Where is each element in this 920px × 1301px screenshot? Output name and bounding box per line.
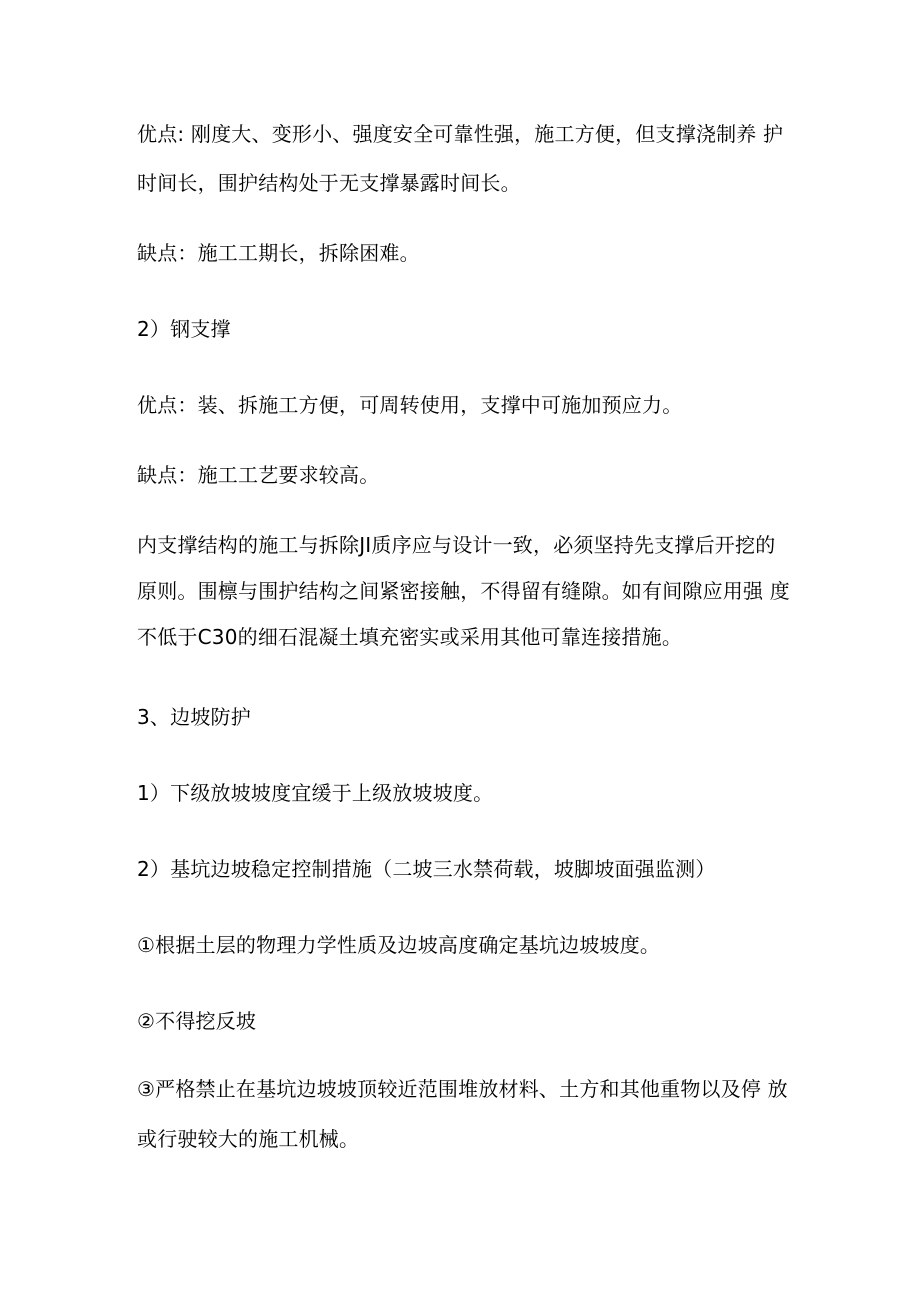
text-line: 2）基坑边坡稳定控制措施（二坡三水禁荷载，坡脚坡面强监测） bbox=[137, 857, 716, 881]
text-line: ③严格禁止在基坑边坡坡顶较近范围堆放材料、土方和其他重物以及停 放 bbox=[137, 1077, 788, 1101]
text-line: 缺点：施工工艺要求较高。 bbox=[137, 463, 380, 487]
text-line: 时间长，围护结构处于无支撑暴露时间长。 bbox=[137, 171, 521, 195]
text-line: 不低于C30的细石混凝土填充密实或采用其他可靠连接措施。 bbox=[137, 625, 683, 649]
text-line: 缺点：施工工期长，拆除困难。 bbox=[137, 241, 420, 265]
text-line: 原则。围檩与围护结构之间紧密接触，不得留有缝隙。如有间隙应用强 度 bbox=[137, 579, 790, 603]
text-line: ②不得挖反坡 bbox=[137, 1009, 257, 1033]
text-line: 内支撑结构的施工与拆除JI质序应与设计一致，必须坚持先支撑后开挖的 bbox=[137, 533, 776, 557]
text-line: 优点：装、拆施工方便，可周转使用，支撑中可施加预应力。 bbox=[137, 393, 683, 417]
section-heading: 2）钢支撑 bbox=[137, 317, 231, 341]
text-line: 或行驶较大的施工机械。 bbox=[137, 1127, 360, 1151]
text-line: ①根据土层的物理力学性质及边坡高度确定基坑边坡坡度。 bbox=[137, 933, 661, 957]
text-line: 优点: 刚度大、变形小、强度安全可靠性强，施工方便，但支撑浇制养 护 bbox=[137, 122, 784, 146]
text-line: 1）下级放坡坡度宜缓于上级放坡坡度。 bbox=[137, 781, 494, 805]
section-heading: 3、边坡防护 bbox=[137, 705, 251, 729]
